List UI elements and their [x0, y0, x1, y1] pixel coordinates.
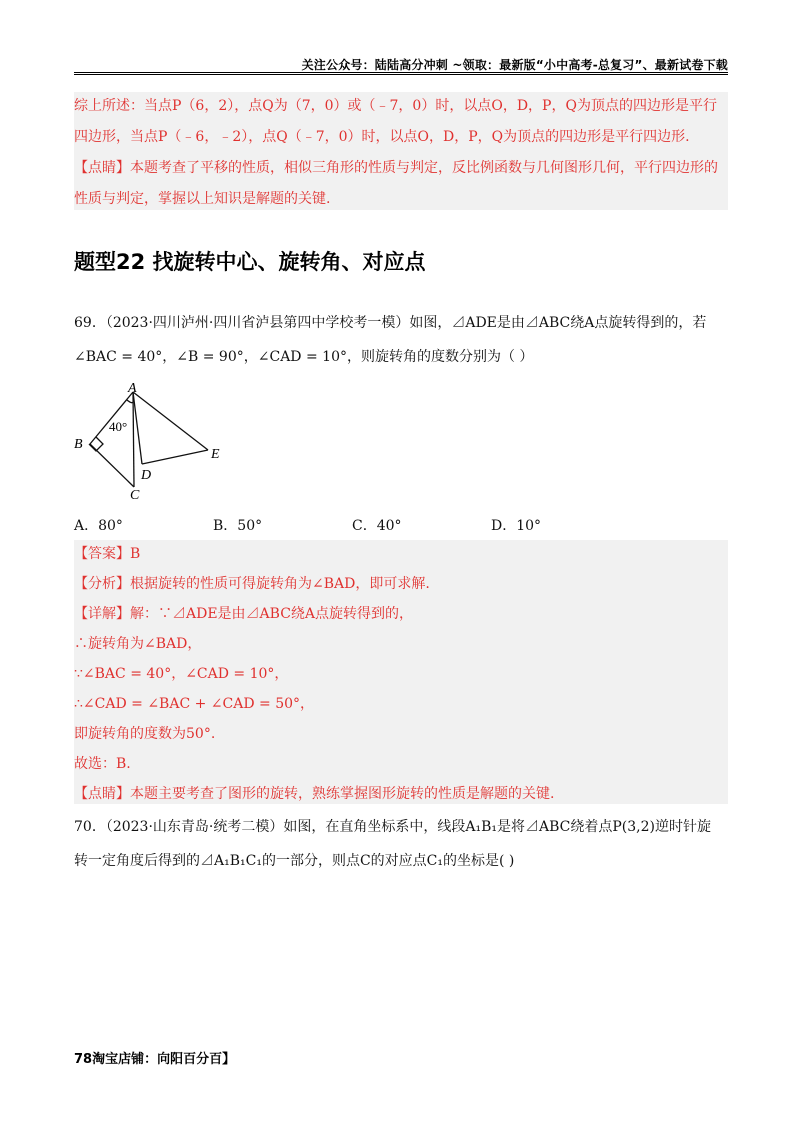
- vertex-label-E: E: [211, 447, 220, 462]
- page-header: 关注公众号：陆陆高分冲刺 ~领取：最新版“小中高考-总复习”、最新试卷下载: [301, 58, 728, 72]
- segment-AD: [133, 392, 142, 464]
- header-divider: [74, 72, 728, 73]
- header-divider-2: [74, 74, 728, 75]
- question-69-figure: [72, 380, 242, 502]
- solution-analysis: 【分析】根据旋转的性质可得旋转角为∠BAD，即可求解.: [74, 576, 430, 592]
- right-angle-mark-B: [89, 437, 103, 451]
- page-footer: 78淘宝店铺：向阳百分百】: [74, 1052, 236, 1067]
- solution-detail: 【详解】解：∵⊿ADE是由⊿ABC绕A点旋转得到的，: [74, 606, 414, 622]
- angle-arc-A: [127, 400, 133, 403]
- solution-step-4: 即旋转角的度数为50°.: [74, 726, 216, 742]
- solution-step-3: ∴∠CAD = ∠BAC + ∠CAD = 50°，: [74, 696, 315, 712]
- question-70-line-2: 转一定角度后得到的⊿A₁B₁C₁的一部分，则点C的对应点C₁的坐标是( ): [74, 853, 515, 869]
- top-tip-line-1: 【点睛】本题考查了平移的性质，相似三角形的性质与判定，反比例函数与几何图形几何，平行四边形的: [74, 160, 718, 176]
- choice-d[interactable]: D．10°: [491, 518, 542, 534]
- solution-step-1: ∴旋转角为∠BAD，: [74, 636, 202, 652]
- vertex-label-C: C: [130, 488, 140, 502]
- segment-AB: [90, 392, 133, 444]
- segment-DE: [142, 450, 208, 464]
- vertex-label-B: B: [74, 437, 83, 452]
- solution-choose: 故选：B.: [74, 756, 131, 772]
- vertex-label-A: A: [128, 381, 137, 396]
- top-conclusion-line-2: 四边形，当点P（﹣6，﹣2），点Q（﹣7，0）时，以点O，D，P，Q为顶点的四边形是平行四边形.: [74, 129, 690, 145]
- angle-label: 40°: [109, 419, 128, 434]
- section-title: 题型22 找旋转中心、旋转角、对应点: [74, 250, 426, 274]
- top-conclusion-line-1: 综上所述：当点P（6，2），点Q为（7，0）或（﹣7，0）时，以点O，D，P，Q为顶点的四边形是平行: [74, 98, 717, 114]
- segment-AC: [133, 392, 134, 487]
- segment-AE: [133, 392, 208, 450]
- solution-step-2: ∵∠BAC = 40°，∠CAD = 10°，: [74, 666, 289, 682]
- question-70-line-1: 70．（2023·山东青岛·统考二模）如图，在直角坐标系中，线段A₁B₁是将⊿ABC绕着点P(3,2)逆时针旋: [74, 819, 711, 835]
- top-tip-line-2: 性质与判定，掌握以上知识是解题的关键.: [74, 191, 331, 207]
- solution-tip: 【点睛】本题主要考查了图形的旋转，熟练掌握图形旋转的性质是解题的关键.: [74, 786, 555, 802]
- vertex-label-D: D: [141, 468, 152, 483]
- question-69-line-1: 69．（2023·四川泸州·四川省泸县第四中学校考一模）如图，⊿ADE是由⊿ABC绕A点旋转得到的，若: [74, 315, 707, 331]
- solution-answer: 【答案】B: [74, 546, 141, 562]
- choice-a[interactable]: A．80°: [74, 518, 123, 534]
- choice-b[interactable]: B．50°: [213, 518, 263, 534]
- choice-c[interactable]: C．40°: [352, 518, 402, 534]
- question-69-line-2: ∠BAC = 40°，∠B = 90°，∠CAD = 10°，则旋转角的度数分别为（ ）: [74, 349, 534, 365]
